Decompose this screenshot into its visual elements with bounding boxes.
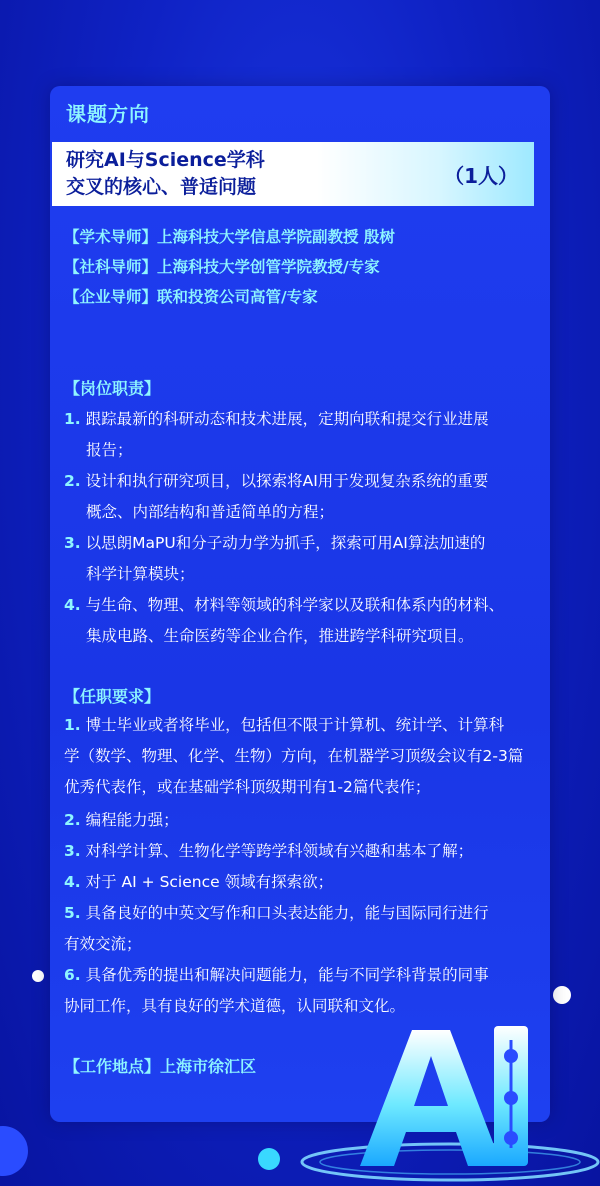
mentor-social: 【社科导师】上海科技大学创管学院教授/专家 [64,258,380,276]
topic-banner [52,142,534,206]
section-heading: 课题方向 [66,102,150,126]
decor-dot [32,970,44,982]
requirement-item: 4. 对于 AI + Science 领域有探索欲； [64,873,334,891]
headcount: （1人） [444,164,518,188]
decor-dot [0,1126,28,1176]
ai-logo-graphic [300,1020,600,1186]
requirement-item: 2. 编程能力强； [64,811,179,829]
decor-dot [258,1148,280,1170]
work-location: 【工作地点】上海市徐汇区 [64,1057,257,1076]
mentor-enterprise: 【企业导师】联和投资公司高管/专家 [64,288,318,306]
requirement-item: 5. 具备良好的中英文写作和口头表达能力，能与国际同行进行 有效交流； [64,904,489,953]
requirement-item: 3. 对科学计算、生物化学等跨学科领域有兴趣和基本了解； [64,842,474,860]
duty-item: 3. 以思朗MaPU和分子动力学为抓手，探索可用AI算法加速的 科学计算模块； [64,534,486,583]
topic-title: 研究AI与Science学科 交叉的核心、普适问题 [66,149,265,198]
mentor-academic: 【学术导师】上海科技大学信息学院副教授 殷树 [64,228,395,246]
requirement-item: 6. 具备优秀的提出和解决问题能力，能与不同学科背景的同事 协同工作，具有良好的学术道德，认同联和文化。 [64,966,489,1015]
requirement-item: 1. 博士毕业或者将毕业，包括但不限于计算机、统计学、计算科 学（数学、物理、化学、生物）方向，在机器学习顶级会议有2-3篇 优秀代表作，或在基础学科顶级期刊有1-2篇代表作； [64,716,524,796]
duty-item: 2. 设计和执行研究项目，以探索将AI用于发现复杂系统的重要 概念、内部结构和普适简单的方程； [64,472,489,521]
duties-heading: 【岗位职责】 [64,379,161,398]
requirements-heading: 【任职要求】 [64,687,161,706]
ai-logo-text: AI [300,1020,301,1021]
duty-item: 1. 跟踪最新的科研动态和技术进展，定期向联和提交行业进展 报告； [64,410,489,459]
decor-dot [553,986,571,1004]
duty-item: 4. 与生命、物理、材料等领域的科学家以及联和体系内的材料、 集成电路、生命医药等企业合作，推进跨学科研究项目。 [64,596,505,645]
